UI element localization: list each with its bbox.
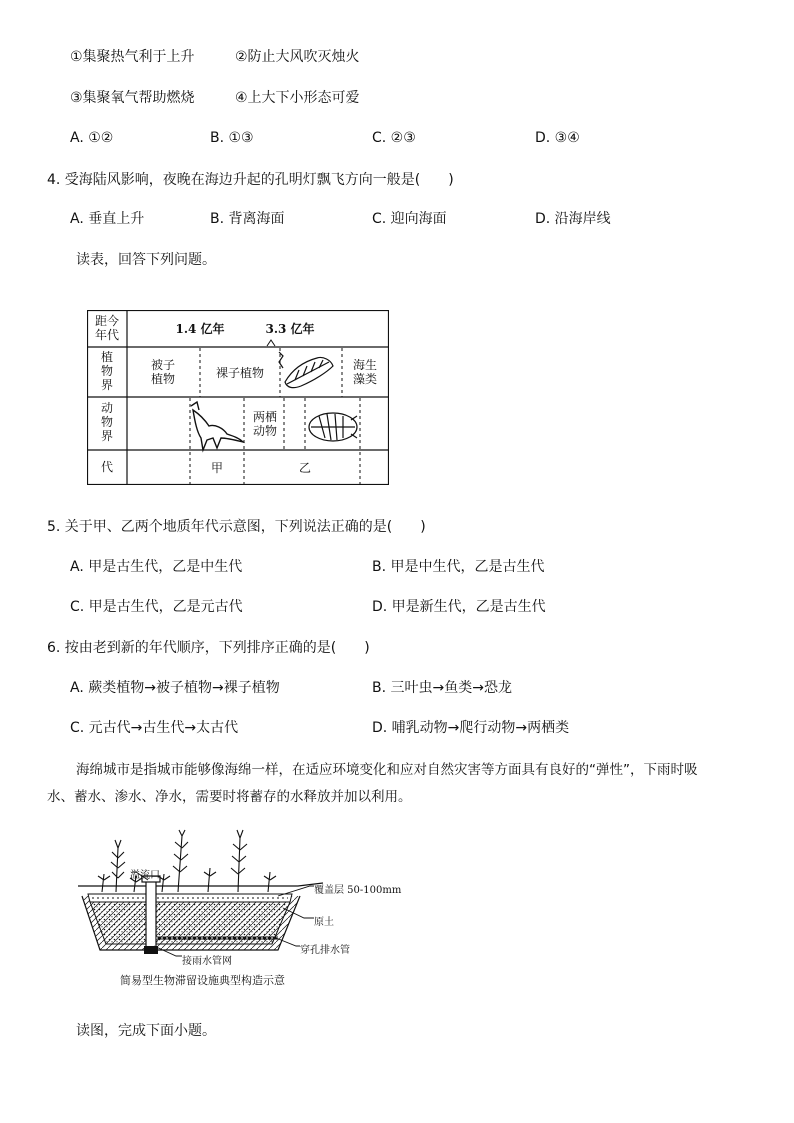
q6-choice-d: D. 哺乳动物→爬行动物→两栖类: [372, 720, 570, 736]
era-yi: 乙: [298, 461, 311, 475]
q4-stem: 4. 受海陆风影响，夜晚在海边升起的孔明灯飘飞方向一般是( ): [47, 172, 454, 188]
plant-gymnosperm: 裸子植物: [215, 366, 264, 380]
q5-choice-d: D. 甲是新生代，乙是古生代: [372, 599, 546, 615]
bioretention-figure: [78, 828, 402, 1003]
q3-option-4: ④上大下小形态可爱: [235, 90, 360, 106]
q6-stem: 6. 按由老到新的年代顺序，下列排序正确的是( ): [47, 640, 370, 656]
q4-choice-c: C. 迎向海面: [372, 211, 447, 227]
q3-option-2: ②防止大风吹灭烛火: [235, 49, 360, 65]
figure-caption: 简易型生物滞留设施典型构造示意: [120, 974, 285, 987]
plant-algae: 海生 藻类: [352, 358, 377, 386]
plants-icon: [98, 830, 276, 892]
q4-choice-d: D. 沿海岸线: [535, 211, 611, 227]
q3-option-1: ①集聚热气利于上升: [70, 49, 195, 65]
fern-fossil-icon: [279, 352, 333, 388]
q5-choice-a: A. 甲是古生代，乙是中生代: [70, 559, 243, 575]
q5-choice-b: B. 甲是中生代，乙是古生代: [372, 559, 545, 575]
year-1-4: 1.4 亿年: [175, 322, 225, 336]
q5-stem: 5. 关于甲、乙两个地质年代示意图，下列说法正确的是( ): [47, 519, 426, 535]
q3-choice-b: B. ①③: [210, 130, 254, 146]
sponge-paragraph-line-1: 海绵城市是指城市能够像海绵一样，在适应环境变化和应对自然灾害等方面具有良好的“弹性”，下雨时吸: [76, 762, 698, 778]
label-perforated-pipe: 穿孔排水管: [300, 945, 350, 956]
table-intro: 读表，回答下列问题。: [76, 252, 216, 268]
animal-amphibian: 两栖 动物: [252, 410, 277, 438]
dinosaur-fossil-icon: [191, 402, 243, 450]
q3-choice-a: A. ①②: [70, 130, 114, 146]
label-cover-layer: 覆盖层 50-100mm: [314, 885, 402, 896]
year-3-3: 3.3 亿年: [265, 322, 315, 336]
q5-choice-c: C. 甲是古生代，乙是元古代: [70, 599, 243, 615]
q6-choice-c: C. 元古代→古生代→太古代: [70, 720, 239, 736]
table-grid: [87, 310, 389, 485]
label-overflow: 溢流口: [130, 870, 160, 881]
label-rain-pipe: 接雨水管网: [182, 956, 232, 967]
q3-choice-d: D. ③④: [535, 130, 580, 146]
label-native-soil: 原土: [314, 917, 334, 928]
q4-choice-b: B. 背离海面: [210, 211, 285, 227]
row-label-plants: 植 物 界: [100, 350, 113, 392]
era-jia: 甲: [210, 461, 223, 475]
figure-outro: 读图，完成下面小题。: [76, 1023, 216, 1039]
q3-choice-c: C. ②③: [372, 130, 416, 146]
q4-choice-a: A. 垂直上升: [70, 211, 145, 227]
row-label-animals: 动 物 界: [100, 401, 113, 443]
q6-choice-b: B. 三叶虫→鱼类→恐龙: [372, 680, 512, 696]
q6-choice-a: A. 蕨类植物→被子植物→裸子植物: [70, 680, 280, 696]
trilobite-fossil-icon: [309, 413, 357, 441]
sponge-paragraph-line-2: 水、蓄水、渗水、净水，需要时将蓄存的水释放并加以利用。: [47, 789, 412, 805]
geologic-era-table: [87, 310, 389, 485]
q3-option-3: ③集聚氧气帮助燃烧: [70, 90, 195, 106]
row-label-age: 距今 年代: [94, 314, 119, 342]
plant-angiosperm: 被子 植物: [150, 358, 175, 386]
row-label-era: 代: [100, 460, 113, 474]
